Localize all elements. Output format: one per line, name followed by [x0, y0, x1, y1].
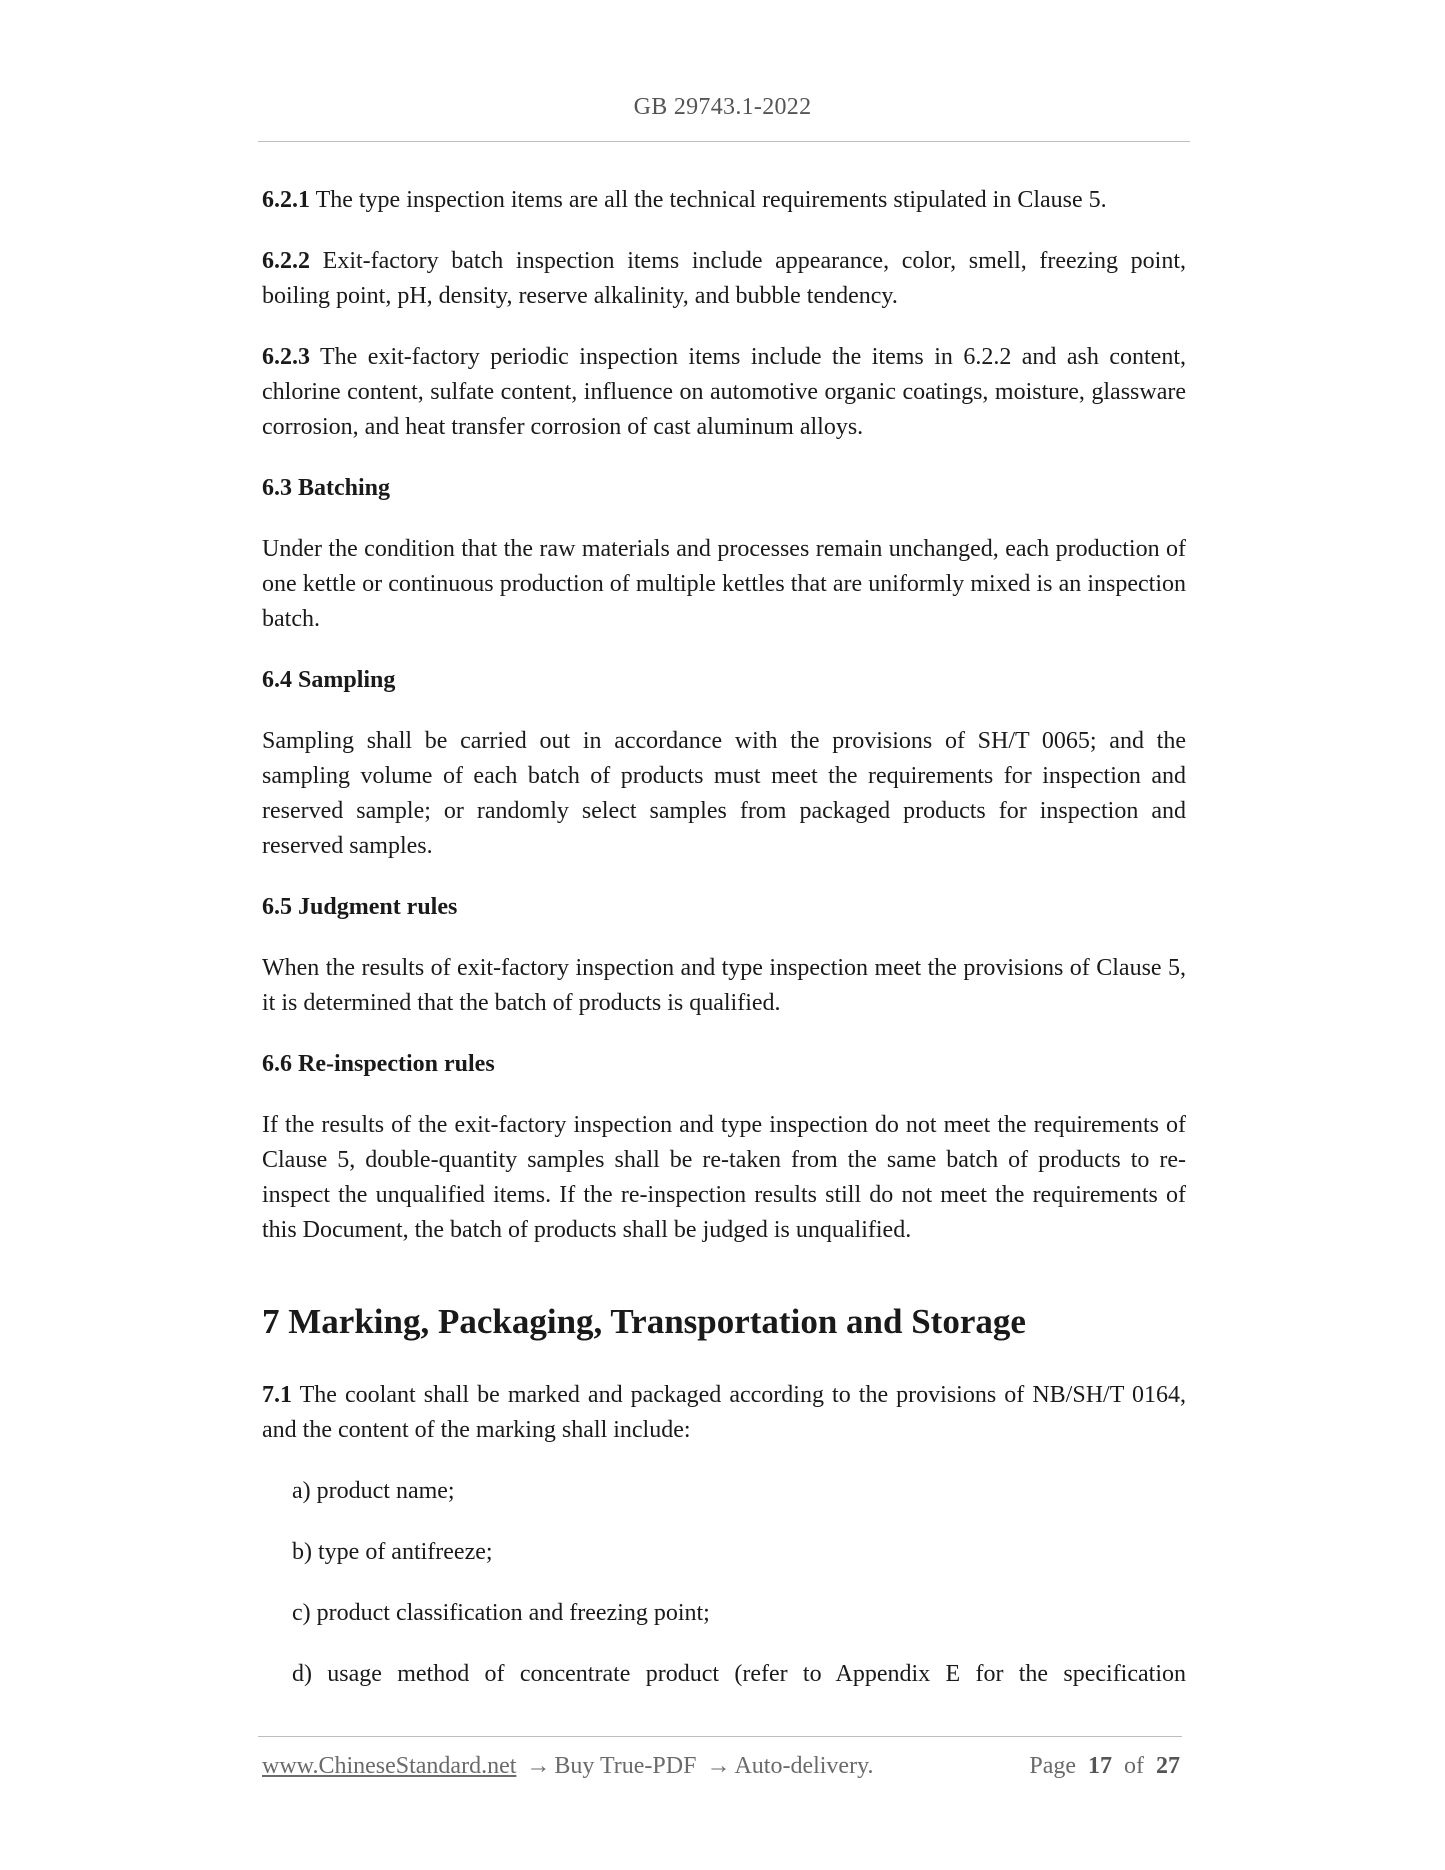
list-item: d) usage method of concentrate product (refer to Appendix E for the specification: [292, 1661, 1186, 1687]
clause-7-1: [262, 1378, 1186, 1448]
clause-6-2-1: [262, 183, 1186, 218]
clause-6-2-3: [262, 340, 1186, 445]
arrow-right-icon: →: [706, 1753, 731, 1779]
list-item: b) type of antifreeze;: [292, 1539, 493, 1565]
clause-text: Exit-factory batch inspection items include appearance, color, smell, freezing point, boiling point, pH, density, reserve alkalinity, and bubble tendency.: [262, 248, 1186, 309]
heading-batching: 6.3 Batching: [262, 475, 391, 501]
document-body: [262, 183, 1186, 1692]
clause-number: 6.2.3: [262, 344, 310, 370]
clause-number: 6.2.2: [262, 248, 310, 274]
buy-pdf-text: Buy True-PDF: [554, 1753, 697, 1779]
list-item: a) product name;: [292, 1478, 455, 1504]
clause-text: The exit-factory periodic inspection items include the items in 6.2.2 and ash content, chlorine content, sulfate content, influence on automotive organic coatings, moisture, glassware corrosion, and heat transfer corrosion of cast aluminum alloys.: [262, 344, 1186, 440]
header-title: GB 29743.1-2022: [633, 94, 812, 120]
page-label: Page: [1029, 1753, 1076, 1779]
judgment-text: When the results of exit-factory inspection and type inspection meet the provisions of Clause 5, it is determined that the batch of products is qualified.: [262, 955, 1186, 1016]
heading-sampling: 6.4 Sampling: [262, 667, 396, 693]
page-total: 27: [1156, 1753, 1180, 1779]
heading-judgment-rules: 6.5 Judgment rules: [262, 894, 458, 920]
of-label: of: [1124, 1753, 1144, 1779]
page-indicator: [1029, 1753, 1180, 1780]
footer: [262, 1753, 1180, 1780]
clause-text: The coolant shall be marked and packaged according to the provisions of NB/SH/T 0164, and the content of the marking shall include:: [262, 1382, 1186, 1443]
arrow-right-icon: →: [526, 1753, 551, 1779]
header-divider: [258, 141, 1190, 142]
auto-delivery-text: Auto-delivery.: [734, 1753, 874, 1779]
clause-number: 6.2.1: [262, 187, 310, 213]
clause-6-2-2: [262, 244, 1186, 314]
batching-text: Under the condition that the raw materials and processes remain unchanged, each production of one kettle or continuous production of multiple kettles that are uniformly mixed is an inspection batch.: [262, 536, 1186, 632]
website-link[interactable]: www.ChineseStandard.net: [262, 1753, 517, 1779]
heading-reinspection-rules: 6.6 Re-inspection rules: [262, 1051, 495, 1077]
sampling-text: Sampling shall be carried out in accordance with the provisions of SH/T 0065; and the sampling volume of each batch of products must meet the requirements for inspection and reserved sample; or randomly select samples from packaged products for inspection and reserved samples.: [262, 728, 1186, 859]
clause-number: 7.1: [262, 1382, 292, 1408]
footer-divider: [258, 1736, 1182, 1737]
reinspection-text: If the results of the exit-factory inspection and type inspection do not meet the requirements of Clause 5, double-quantity samples shall be re-taken from the same batch of products to re-inspect the unqualified items. If the re-inspection results still do not meet the requirements of this Document, the batch of products shall be judged is unqualified.: [262, 1112, 1186, 1243]
list-item: c) product classification and freezing point;: [292, 1600, 710, 1626]
section-7-heading: 7 Marking, Packaging, Transportation and Storage: [262, 1302, 1026, 1341]
page-number: 17: [1088, 1753, 1112, 1779]
clause-text: The type inspection items are all the technical requirements stipulated in Clause 5.: [310, 187, 1107, 213]
